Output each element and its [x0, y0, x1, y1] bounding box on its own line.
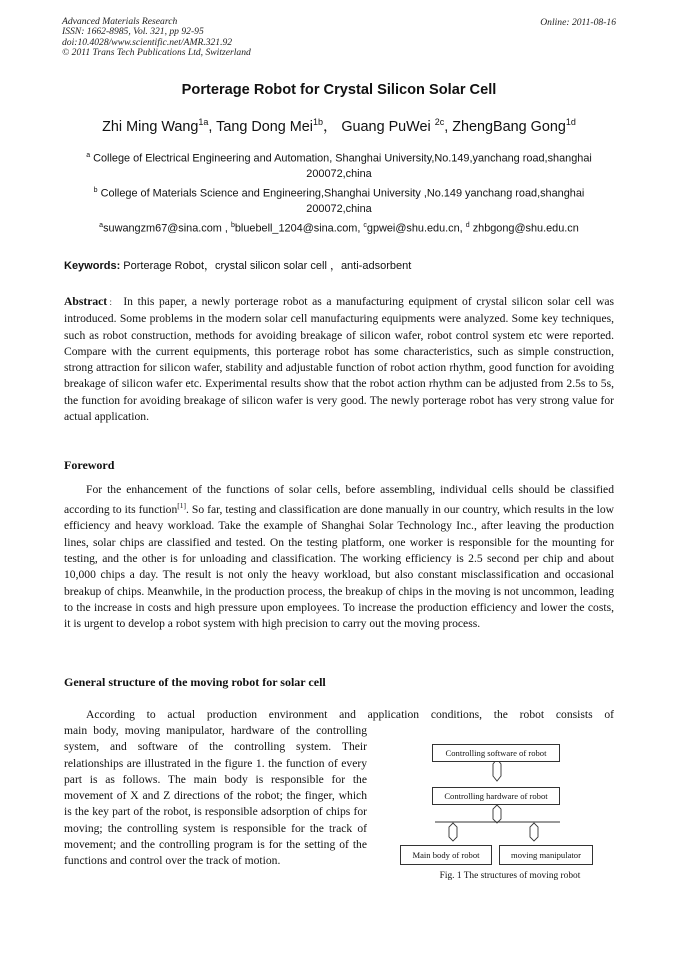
- author-name: Guang PuWei: [341, 119, 435, 135]
- foreword-text: For the enhancement of the functions of solar cells, before assembling, individual cells should be classified according to its function: [64, 483, 614, 517]
- abstract-sep: ：: [107, 298, 119, 307]
- double-arrow-icon: [493, 759, 501, 781]
- author-affil-marker: 2c: [434, 117, 445, 128]
- email-marker: a: [99, 221, 104, 229]
- affil-text: College of Electrical Engineering and Automation, Shanghai University,No.149,yanchang road,shanghai 200072,china: [93, 152, 592, 181]
- affil-marker: b: [93, 186, 98, 194]
- author-separator: ,: [444, 119, 453, 135]
- structure-first-line: [64, 707, 614, 723]
- structure-paragraph: [64, 723, 367, 870]
- journal-name: Advanced Materials Research: [62, 16, 178, 27]
- structure-text-first: According to actual production environment and application conditions, the robot consists of: [86, 708, 614, 721]
- online-date: Online: 2011-08-16: [540, 17, 616, 28]
- author-affil-marker: 1b: [312, 117, 323, 128]
- publication-info: [62, 17, 251, 59]
- keywords-label: Keywords:: [64, 260, 121, 272]
- affiliations: [78, 148, 600, 237]
- paper-title: Porterage Robot for Crystal Silicon Solar Cell: [181, 82, 497, 98]
- section-heading-foreword: Foreword: [64, 458, 115, 472]
- email-list: [78, 218, 600, 237]
- author-name: Tang Dong Mei: [216, 119, 313, 135]
- structure-text: main body, moving manipulator, hardware of the controlling system, and software of the controlling system. Their relationships are illustrated in the figure 1. the function of every part is as follows. The main body is responsible for the movement of X and Z directions of the robot; the finger, which is the key part of the robot, is responsible adsorption of chips for moving; the controlling system is responsible for the track of movement; and the controlling program is for the setting of the functions and control over the track of motion.: [64, 724, 367, 868]
- abstract: [64, 294, 614, 425]
- box-controlling-hardware: Controlling hardware of robot: [432, 787, 560, 805]
- affiliation-a: [78, 148, 600, 183]
- affiliation-b: [78, 183, 600, 218]
- double-arrow-icon: [449, 823, 457, 841]
- figure-caption: Fig. 1 The structures of moving robot: [439, 871, 581, 881]
- citation-ref[interactable]: [1]: [177, 501, 187, 511]
- email-marker: d: [465, 221, 470, 229]
- author-separator: ,: [208, 119, 217, 135]
- abstract-text: In this paper, a newly porterage robot as a manufacturing equipment of crystal silicon solar cell was introduced. Some problems in the modern solar cell manufacturing equipments were analyzed. Some key techniques, such as robot construction, methods for avoiding breakage of silicon wafer, robot control system etc were reported. Compare with the current equipments, this porterage robot has some characteristics, such as simple construction, strong attraction for silicon wafer, stability and adjustable function of robot action rhythm, good function for avoiding breakage of silicon wafer etc. Experimental results show that the robot action rhythm can be adjusted from 2.5s to 5s, the function for avoiding breakage of silicon wafer is very good. The newly porterage robot has very strong value for actual application.: [64, 295, 615, 424]
- email-marker: c: [363, 221, 367, 229]
- email[interactable]: zhbgong@shu.edu.cn: [472, 222, 579, 235]
- box-moving-manipulator: moving manipulator: [499, 845, 593, 865]
- foreword-paragraph: [64, 482, 614, 633]
- author-name: Zhi Ming Wang: [102, 119, 199, 135]
- author-separator: ，: [322, 119, 342, 135]
- email[interactable]: gpwei@shu.edu.cn,: [366, 222, 466, 235]
- affil-text: College of Materials Science and Engineering,Shanghai University ,No.149 yanchang road,shanghai 200072,china: [100, 187, 585, 216]
- issn: ISSN: 1662-8985, Vol. 321, pp 92-95: [62, 26, 204, 38]
- affil-marker: a: [86, 152, 91, 159]
- author-list: [0, 115, 678, 136]
- keywords: [64, 257, 411, 273]
- copyright: © 2011 Trans Tech Publications Ltd, Switzerland: [62, 47, 251, 59]
- double-arrow-icon: [493, 805, 501, 823]
- abstract-label: Abstract: [64, 295, 108, 308]
- double-arrow-icon: [530, 823, 538, 841]
- author-name: ZhengBang Gong: [452, 119, 566, 135]
- email[interactable]: bluebell_1204@sina.com,: [234, 222, 364, 235]
- author-affil-marker: 1d: [565, 117, 576, 128]
- keywords-text: Porterage Robot，crystal silicon solar cell ，anti-adsorbent: [120, 260, 412, 272]
- foreword-text-cont: . So far, testing and classification are done manually in our country, which results in the low efficiency and heavy workload. Take the example of Shanghai Solar Technology Inc., after leaving the production lines, solar chips are classified and tested. On the testing platform, one worker is responsible for the mounting for testing, and the other is for unloading and classification. The working efficiency is 2.5 second per chip and about 10,000 chips a day. The result is not only the heavy workload, but also constant misclassification and occasional breakup of chips. Meanwhile, in the production process, the breakup of chips in the moving is not uncommon, leading to the increase in costs and high pressure upon employees. To increase the production efficiency and lower the costs, it is urgent to develop a robot system with high precision to carry out the moving process.: [64, 503, 614, 631]
- email[interactable]: suwangzm67@sina.com ,: [103, 222, 231, 235]
- author-affil-marker: 1a: [198, 117, 209, 128]
- doi: doi:10.4028/www.scientific.net/AMR.321.92: [62, 36, 233, 48]
- box-controlling-software: Controlling software of robot: [432, 744, 560, 762]
- email-marker: b: [230, 221, 235, 229]
- box-main-body: Main body of robot: [400, 845, 492, 865]
- section-heading-general-structure: General structure of the moving robot for solar cell: [64, 675, 326, 689]
